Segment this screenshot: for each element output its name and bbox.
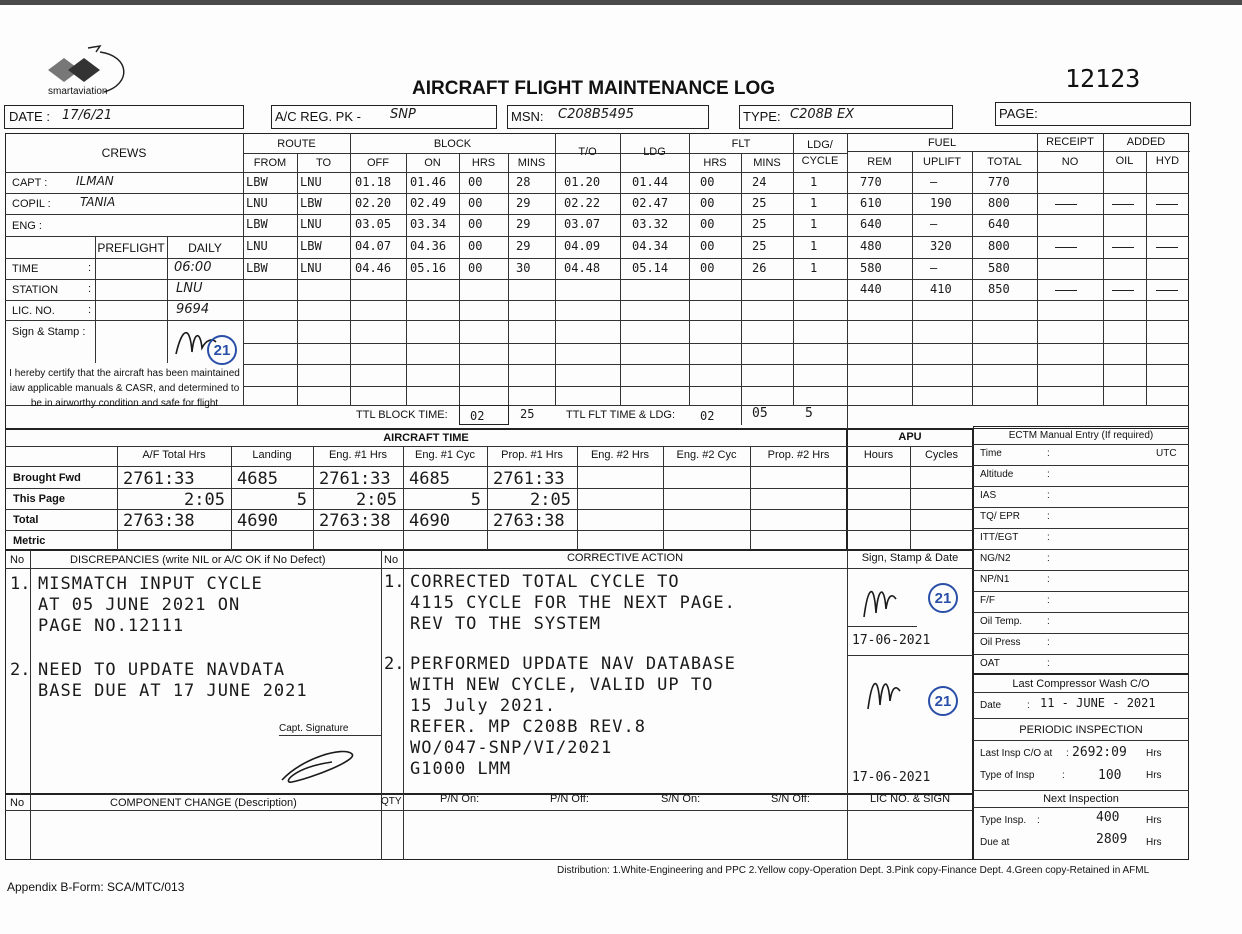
flight-rem-cell: 770 — [860, 175, 882, 189]
time-colon: : — [88, 262, 92, 274]
lic-value: 9694 — [176, 302, 210, 317]
flight-ldg-cell: 01.44 — [632, 175, 669, 189]
flight-from-cell: LBW — [246, 261, 268, 275]
flight-cycle-cell: 1 — [810, 175, 818, 189]
on-header: ON — [424, 157, 441, 169]
aircraft-time-value: 4690 — [409, 511, 450, 531]
sn-on-header: S/N On: — [661, 793, 701, 805]
type-insp-hrs: Hrs — [1146, 770, 1162, 781]
mins-header: MINS — [517, 157, 546, 169]
discrepancy-line: BASE DUE AT 17 JUNE 2021 — [38, 681, 308, 701]
flight-on-cell: 03.34 — [410, 217, 447, 231]
flight-hrs-cell: 00 — [468, 261, 483, 275]
flight-flt-hrs-cell: 00 — [700, 175, 715, 189]
discrepancy-line: PAGE NO.12111 — [38, 616, 185, 636]
corrective-line: G1000 LMM — [410, 759, 512, 779]
flight-off-cell: 01.18 — [355, 175, 392, 189]
flight-to-cell: LNU — [300, 261, 322, 275]
corrective-no: 1. — [384, 572, 405, 592]
reg-value: SNP — [390, 107, 416, 122]
copil-value: TANIA — [80, 195, 116, 209]
ectm-field-label: ITT/EGT — [980, 532, 1019, 543]
corrective-line: WO/047-SNP/VI/2021 — [410, 738, 613, 758]
sign-col-stamp-1-icon: 21 — [928, 583, 958, 613]
corr-header: CORRECTIVE ACTION — [566, 552, 684, 564]
periodic-title: PERIODIC INSPECTION — [1019, 724, 1143, 736]
due-at-label: Due at — [980, 837, 1010, 848]
aircraft-time-col-header: Landing — [252, 449, 292, 461]
last-insp-colon: : — [1066, 748, 1069, 759]
last-insp-value: 2692:09 — [1072, 745, 1127, 760]
ectm-field-label: NP/N1 — [980, 574, 1010, 585]
capt-label: CAPT : — [12, 177, 48, 189]
ldg-cycle-header: LDG/ CYCLE — [801, 139, 839, 167]
flight-ldg-cell: 04.34 — [632, 239, 669, 253]
lic-sign-header: LIC NO. & SIGN — [869, 793, 951, 805]
compressor-date-value: 11 - JUNE - 2021 — [1040, 696, 1156, 710]
aircraft-time-value: 2763:38 — [493, 511, 565, 531]
ectm-field-colon: : — [1047, 448, 1050, 459]
ectm-field-colon: : — [1047, 595, 1050, 606]
eng-label: ENG : — [12, 220, 42, 232]
sign-col-signature-1 — [858, 573, 898, 623]
corrective-line: 15 July 2021. — [410, 696, 557, 716]
pn-off-header: P/N Off: — [550, 793, 589, 805]
last-insp-label: Last Insp C/O at — [980, 748, 1053, 759]
pn-on-header: P/N On: — [440, 793, 480, 805]
flight-mins-cell: 29 — [516, 196, 531, 210]
flight-from-cell: LNU — [246, 239, 268, 253]
type-insp-value: 100 — [1098, 768, 1122, 783]
flight-ldg-cell: 05.14 — [632, 261, 669, 275]
takeoff-header: T/O — [578, 146, 597, 158]
copil-label: COPIL : — [12, 198, 51, 210]
serial-number: 12123 — [1065, 64, 1141, 93]
flight-on-cell: 05.16 — [410, 261, 447, 275]
flight-flt-hrs-cell: 00 — [700, 196, 715, 210]
nil-dash — [1055, 204, 1077, 205]
corrective-no: 2. — [384, 654, 405, 674]
ectm-divider — [973, 591, 1189, 592]
compressor-title: Last Compressor Wash C/O — [1012, 678, 1150, 690]
discrepancy-no: 1. — [10, 574, 31, 594]
flight-flt-mins-cell: 25 — [752, 239, 767, 253]
flight-to-cell: LNU — [300, 175, 322, 189]
aircraft-time-value: 2:05 — [530, 490, 571, 510]
flight-off-cell: 04.07 — [355, 239, 392, 253]
apu-cycles-header: Cycles — [924, 449, 958, 461]
flight-uplift-cell: – — [930, 175, 938, 189]
nil-dash — [1156, 204, 1178, 205]
msn-label: MSN: — [511, 109, 544, 124]
flight-off-cell: 04.46 — [355, 261, 392, 275]
aircraft-time-value: 2:05 — [356, 490, 397, 510]
appendix-form: Appendix B-Form: SCA/MTC/013 — [7, 880, 185, 894]
flight-flt-hrs-cell: 00 — [700, 217, 715, 231]
ectm-field-colon: : — [1047, 532, 1050, 543]
next-type-hrs: Hrs — [1146, 815, 1162, 826]
ectm-field-colon: : — [1047, 658, 1050, 669]
discrepancy-line: NEED TO UPDATE NAVDATA — [38, 660, 286, 680]
aircraft-time-row-label: Metric — [13, 535, 46, 547]
lic-colon: : — [88, 304, 92, 316]
ectm-field-label: NG/N2 — [980, 553, 1011, 564]
ectm-divider — [973, 444, 1189, 445]
flight-cycle-cell: 1 — [810, 261, 818, 275]
station-label: STATION — [12, 284, 59, 296]
aircraft-time-title: AIRCRAFT TIME — [383, 432, 469, 444]
aircraft-time-col-header: Prop. #1 Hrs — [501, 449, 563, 461]
flight-uplift-cell: – — [930, 261, 938, 275]
flight-rem-cell: 440 — [860, 282, 882, 296]
flight-flt-hrs-cell: 00 — [700, 261, 715, 275]
ldg-header: LDG — [643, 146, 666, 158]
flight-to-cell: LBW — [300, 239, 322, 253]
ectm-field-label: Oil Temp. — [980, 616, 1023, 627]
ectm-field-label: Oil Press — [980, 637, 1021, 648]
ectm-divider — [973, 633, 1189, 634]
corr-no-header: No — [384, 554, 399, 566]
flight-hrs-cell: 00 — [468, 196, 483, 210]
ttl-flt-mins: 05 — [752, 406, 768, 421]
flight-mins-cell: 30 — [516, 261, 531, 275]
reg-label: A/C REG. PK - — [275, 109, 361, 124]
certify-statement: I hereby certify that the aircraft has been maintained iaw applicable manuals & CASR, and determined to be in airworthy condition and safe for flight — [9, 368, 240, 409]
next-insp-title: Next Inspection — [1043, 793, 1119, 805]
time-label: TIME — [12, 263, 39, 275]
flight-mins-cell: 29 — [516, 217, 531, 231]
ectm-field-label: TQ/ EPR — [980, 511, 1021, 522]
page-label: PAGE: — [999, 106, 1038, 121]
receipt-header: RECEIPT — [1046, 136, 1094, 148]
discrepancy-no: 2. — [10, 660, 31, 680]
flight-uplift-cell: – — [930, 217, 938, 231]
aircraft-time-col-header: Eng. #1 Hrs — [328, 449, 388, 461]
aircraft-time-value: 2763:38 — [319, 511, 391, 531]
nil-dash — [1112, 247, 1134, 248]
flight-off-cell: 03.05 — [355, 217, 392, 231]
nil-dash — [1055, 247, 1077, 248]
aircraft-time-col-header: Eng. #2 Hrs — [590, 449, 650, 461]
comp-no-header: No — [10, 797, 25, 809]
daily-time-value: 06:00 — [174, 260, 212, 275]
hrs-header: HRS — [471, 157, 496, 169]
flight-rem-cell: 610 — [860, 196, 882, 210]
flight-off-cell: 02.20 — [355, 196, 392, 210]
due-at-hrs: Hrs — [1146, 837, 1162, 848]
sign-stamp-label: Sign & Stamp : — [12, 326, 86, 338]
next-type-label: Type Insp. — [980, 815, 1027, 826]
route-header: ROUTE — [277, 138, 316, 150]
brand-name: smartaviation — [48, 86, 108, 97]
oil-header: OIL — [1115, 155, 1134, 167]
ttl-ldg: 5 — [805, 406, 813, 421]
fuel-header: FUEL — [927, 137, 957, 149]
ectm-divider — [973, 612, 1189, 613]
flight-flt-mins-cell: 25 — [752, 196, 767, 210]
capt-value: ILMAN — [76, 174, 114, 188]
corrective-line: CORRECTED TOTAL CYCLE TO — [410, 572, 680, 592]
apu-title: APU — [898, 431, 922, 443]
ectm-field-colon: : — [1047, 511, 1050, 522]
ectm-field-colon: : — [1047, 637, 1050, 648]
inspector-stamp-icon: 21 — [207, 335, 237, 365]
corrective-line: REFER. MP C208B REV.8 — [410, 717, 646, 737]
ttl-block-label: TTL BLOCK TIME: — [356, 409, 448, 421]
flight-cycle-cell: 1 — [810, 196, 818, 210]
flight-to-t-cell: 03.07 — [564, 217, 601, 231]
ectm-field-label: IAS — [980, 490, 997, 501]
aircraft-time-value: 5 — [470, 490, 481, 510]
aircraft-time-row-label: Total — [13, 514, 39, 526]
flight-ldg-cell: 03.32 — [632, 217, 669, 231]
aircraft-time-row-label: Brought Fwd — [13, 472, 81, 484]
flight-total-cell: 580 — [988, 261, 1010, 275]
distribution-note: Distribution: 1.White-Engineering and PPC 2.Yellow copy-Operation Dept. 3.Pink copy-Finance Dept. 4.Green copy-Retained in AFML — [557, 865, 1150, 876]
captain-signature — [272, 738, 372, 788]
flight-total-cell: 640 — [988, 217, 1010, 231]
ectm-divider — [973, 528, 1189, 529]
ectm-field-label: F/F — [980, 595, 995, 606]
flight-mins-cell: 29 — [516, 239, 531, 253]
flight-to-t-cell: 04.09 — [564, 239, 601, 253]
aircraft-time-col-header: Prop. #2 Hrs — [767, 449, 830, 461]
flight-to-t-cell: 04.48 — [564, 261, 601, 275]
last-insp-hrs: Hrs — [1146, 748, 1162, 759]
from-header: FROM — [253, 157, 287, 169]
station-value: LNU — [176, 281, 203, 296]
comp-qty-header: QTY — [381, 796, 402, 807]
total-header: TOTAL — [987, 156, 1022, 168]
corrective-line: REV TO THE SYSTEM — [410, 614, 601, 634]
apu-hours-header: Hours — [863, 449, 894, 461]
flight-ldg-cell: 02.47 — [632, 196, 669, 210]
nil-dash — [1156, 290, 1178, 291]
aircraft-time-value: 2761:33 — [319, 469, 391, 489]
flight-rem-cell: 580 — [860, 261, 882, 275]
flight-hrs-cell: 00 — [468, 239, 483, 253]
sn-off-header: S/N Off: — [771, 793, 810, 805]
flight-cycle-cell: 1 — [810, 217, 818, 231]
next-type-colon: : — [1037, 815, 1040, 826]
aircraft-time-value: 5 — [296, 490, 307, 510]
flight-total-cell: 770 — [988, 175, 1010, 189]
flight-to-t-cell: 01.20 — [564, 175, 601, 189]
ectm-field-label: OAT — [980, 658, 1000, 669]
flight-hrs-cell: 00 — [468, 217, 483, 231]
ectm-field-colon: : — [1047, 490, 1050, 501]
flight-uplift-cell: 320 — [930, 239, 952, 253]
daily-header: DAILY — [188, 241, 222, 255]
flight-from-cell: LNU — [246, 196, 268, 210]
station-colon: : — [88, 283, 92, 295]
ectm-divider — [973, 486, 1189, 487]
flight-on-cell: 02.49 — [410, 196, 447, 210]
aircraft-time-row-label: This Page — [13, 493, 65, 505]
ectm-field-colon: : — [1047, 574, 1050, 585]
ectm-utc: UTC — [1156, 448, 1177, 459]
sign-col-header: Sign, Stamp & Date — [861, 552, 959, 564]
nil-dash — [1055, 290, 1077, 291]
due-at-value: 2809 — [1096, 832, 1128, 847]
aircraft-time-col-header: Eng. #1 Cyc — [415, 449, 475, 461]
aircraft-time-value: 4685 — [409, 469, 450, 489]
aircraft-time-value: 4685 — [237, 469, 278, 489]
aircraft-time-value: 2761:33 — [493, 469, 565, 489]
ectm-field-colon: : — [1047, 553, 1050, 564]
aircraft-time-value: 2763:38 — [123, 511, 195, 531]
ttl-flt-hrs: 02 — [700, 409, 715, 423]
flight-to-cell: LBW — [300, 196, 322, 210]
type-insp-colon: : — [1062, 770, 1065, 781]
sign-col-stamp-2-icon: 21 — [928, 686, 958, 716]
flight-flt-hrs-cell: 00 — [700, 239, 715, 253]
ttl-block-mins: 25 — [520, 407, 535, 421]
disc-no-header: No — [10, 554, 25, 566]
compressor-date-label: Date — [980, 700, 1002, 711]
nil-dash — [1112, 290, 1134, 291]
nil-dash — [1112, 204, 1134, 205]
flight-mins-cell: 28 — [516, 175, 531, 189]
ectm-divider — [973, 465, 1189, 466]
flight-total-cell: 800 — [988, 239, 1010, 253]
ectm-divider — [973, 507, 1189, 508]
block-header: BLOCK — [433, 138, 472, 150]
ectm-field-colon: : — [1047, 616, 1050, 627]
flt-header: FLT — [731, 138, 751, 150]
lic-label: LIC. NO. — [12, 305, 55, 317]
flight-cycle-cell: 1 — [810, 239, 818, 253]
flight-uplift-cell: 190 — [930, 196, 952, 210]
flight-hrs-cell: 00 — [468, 175, 483, 189]
ectm-divider — [973, 549, 1189, 550]
aircraft-time-value: 2:05 — [184, 490, 225, 510]
next-type-value: 400 — [1096, 810, 1120, 825]
compressor-colon: : — [1027, 700, 1030, 711]
corrective-line: PERFORMED UPDATE NAV DATABASE — [410, 654, 736, 674]
off-header: OFF — [367, 157, 389, 169]
aircraft-time-col-header: A/F Total Hrs — [142, 449, 206, 461]
sign-col-signature-2 — [862, 665, 902, 715]
flight-rem-cell: 640 — [860, 217, 882, 231]
uplift-header: UPLIFT — [923, 156, 961, 168]
ectm-field-label: Altitude — [980, 469, 1014, 480]
preflight-header: PREFLIGHT — [97, 241, 165, 255]
flight-flt-mins-cell: 26 — [752, 261, 767, 275]
disc-header: DISCREPANCIES (write NIL or A/C OK if No Defect) — [70, 554, 326, 566]
aircraft-time-value: 2761:33 — [123, 469, 195, 489]
comp-header: COMPONENT CHANGE (Description) — [110, 797, 297, 809]
nil-dash — [1156, 247, 1178, 248]
flight-to-t-cell: 02.22 — [564, 196, 601, 210]
ttl-block-hrs: 02 — [470, 409, 485, 423]
receipt-no-header: NO — [1061, 156, 1079, 168]
capt-signature-label: Capt. Signature — [279, 723, 349, 734]
rem-header: REM — [867, 156, 892, 168]
to-header: TO — [315, 157, 332, 169]
flight-total-cell: 800 — [988, 196, 1010, 210]
flight-flt-mins-cell: 24 — [752, 175, 767, 189]
sign-col-date-1: 17-06-2021 — [852, 633, 931, 648]
form-title: AIRCRAFT FLIGHT MAINTENANCE LOG — [412, 78, 776, 99]
msn-value: C208B5495 — [558, 107, 634, 122]
aircraft-time-value: 4690 — [237, 511, 278, 531]
type-label: TYPE: — [743, 109, 781, 124]
crews-header: CREWS — [101, 146, 147, 160]
ectm-divider — [973, 570, 1189, 571]
flight-flt-mins-cell: 25 — [752, 217, 767, 231]
date-label: DATE : — [9, 109, 50, 124]
flight-rem-cell: 480 — [860, 239, 882, 253]
hyd-header: HYD — [1155, 155, 1180, 167]
type-value: C208B EX — [790, 107, 855, 122]
ectm-divider — [973, 654, 1189, 655]
flt-hrs-header: HRS — [703, 157, 727, 169]
ectm-field-colon: : — [1047, 469, 1050, 480]
flight-total-cell: 850 — [988, 282, 1010, 296]
discrepancy-line: AT 05 JUNE 2021 ON — [38, 595, 241, 615]
ectm-title: ECTM Manual Entry (If required) — [1008, 430, 1154, 441]
discrepancy-line: MISMATCH INPUT CYCLE — [38, 574, 263, 594]
corrective-line: 4115 CYCLE FOR THE NEXT PAGE. — [410, 593, 736, 613]
flight-on-cell: 01.46 — [410, 175, 447, 189]
type-insp-label: Type of Insp — [980, 770, 1035, 781]
ectm-field-label: Time — [980, 448, 1002, 459]
ttl-flt-label: TTL FLT TIME & LDG: — [566, 409, 676, 421]
sign-col-date-2: 17-06-2021 — [852, 770, 931, 785]
flight-to-cell: LNU — [300, 217, 322, 231]
flight-on-cell: 04.36 — [410, 239, 447, 253]
flt-mins-header: MINS — [753, 157, 781, 169]
flight-uplift-cell: 410 — [930, 282, 952, 296]
added-header: ADDED — [1126, 136, 1166, 148]
date-value: 17/6/21 — [62, 108, 113, 123]
flight-from-cell: LBW — [246, 175, 268, 189]
aircraft-time-col-header: Eng. #2 Cyc — [676, 449, 737, 461]
corrective-line: WITH NEW CYCLE, VALID UP TO — [410, 675, 714, 695]
flight-from-cell: LBW — [246, 217, 268, 231]
